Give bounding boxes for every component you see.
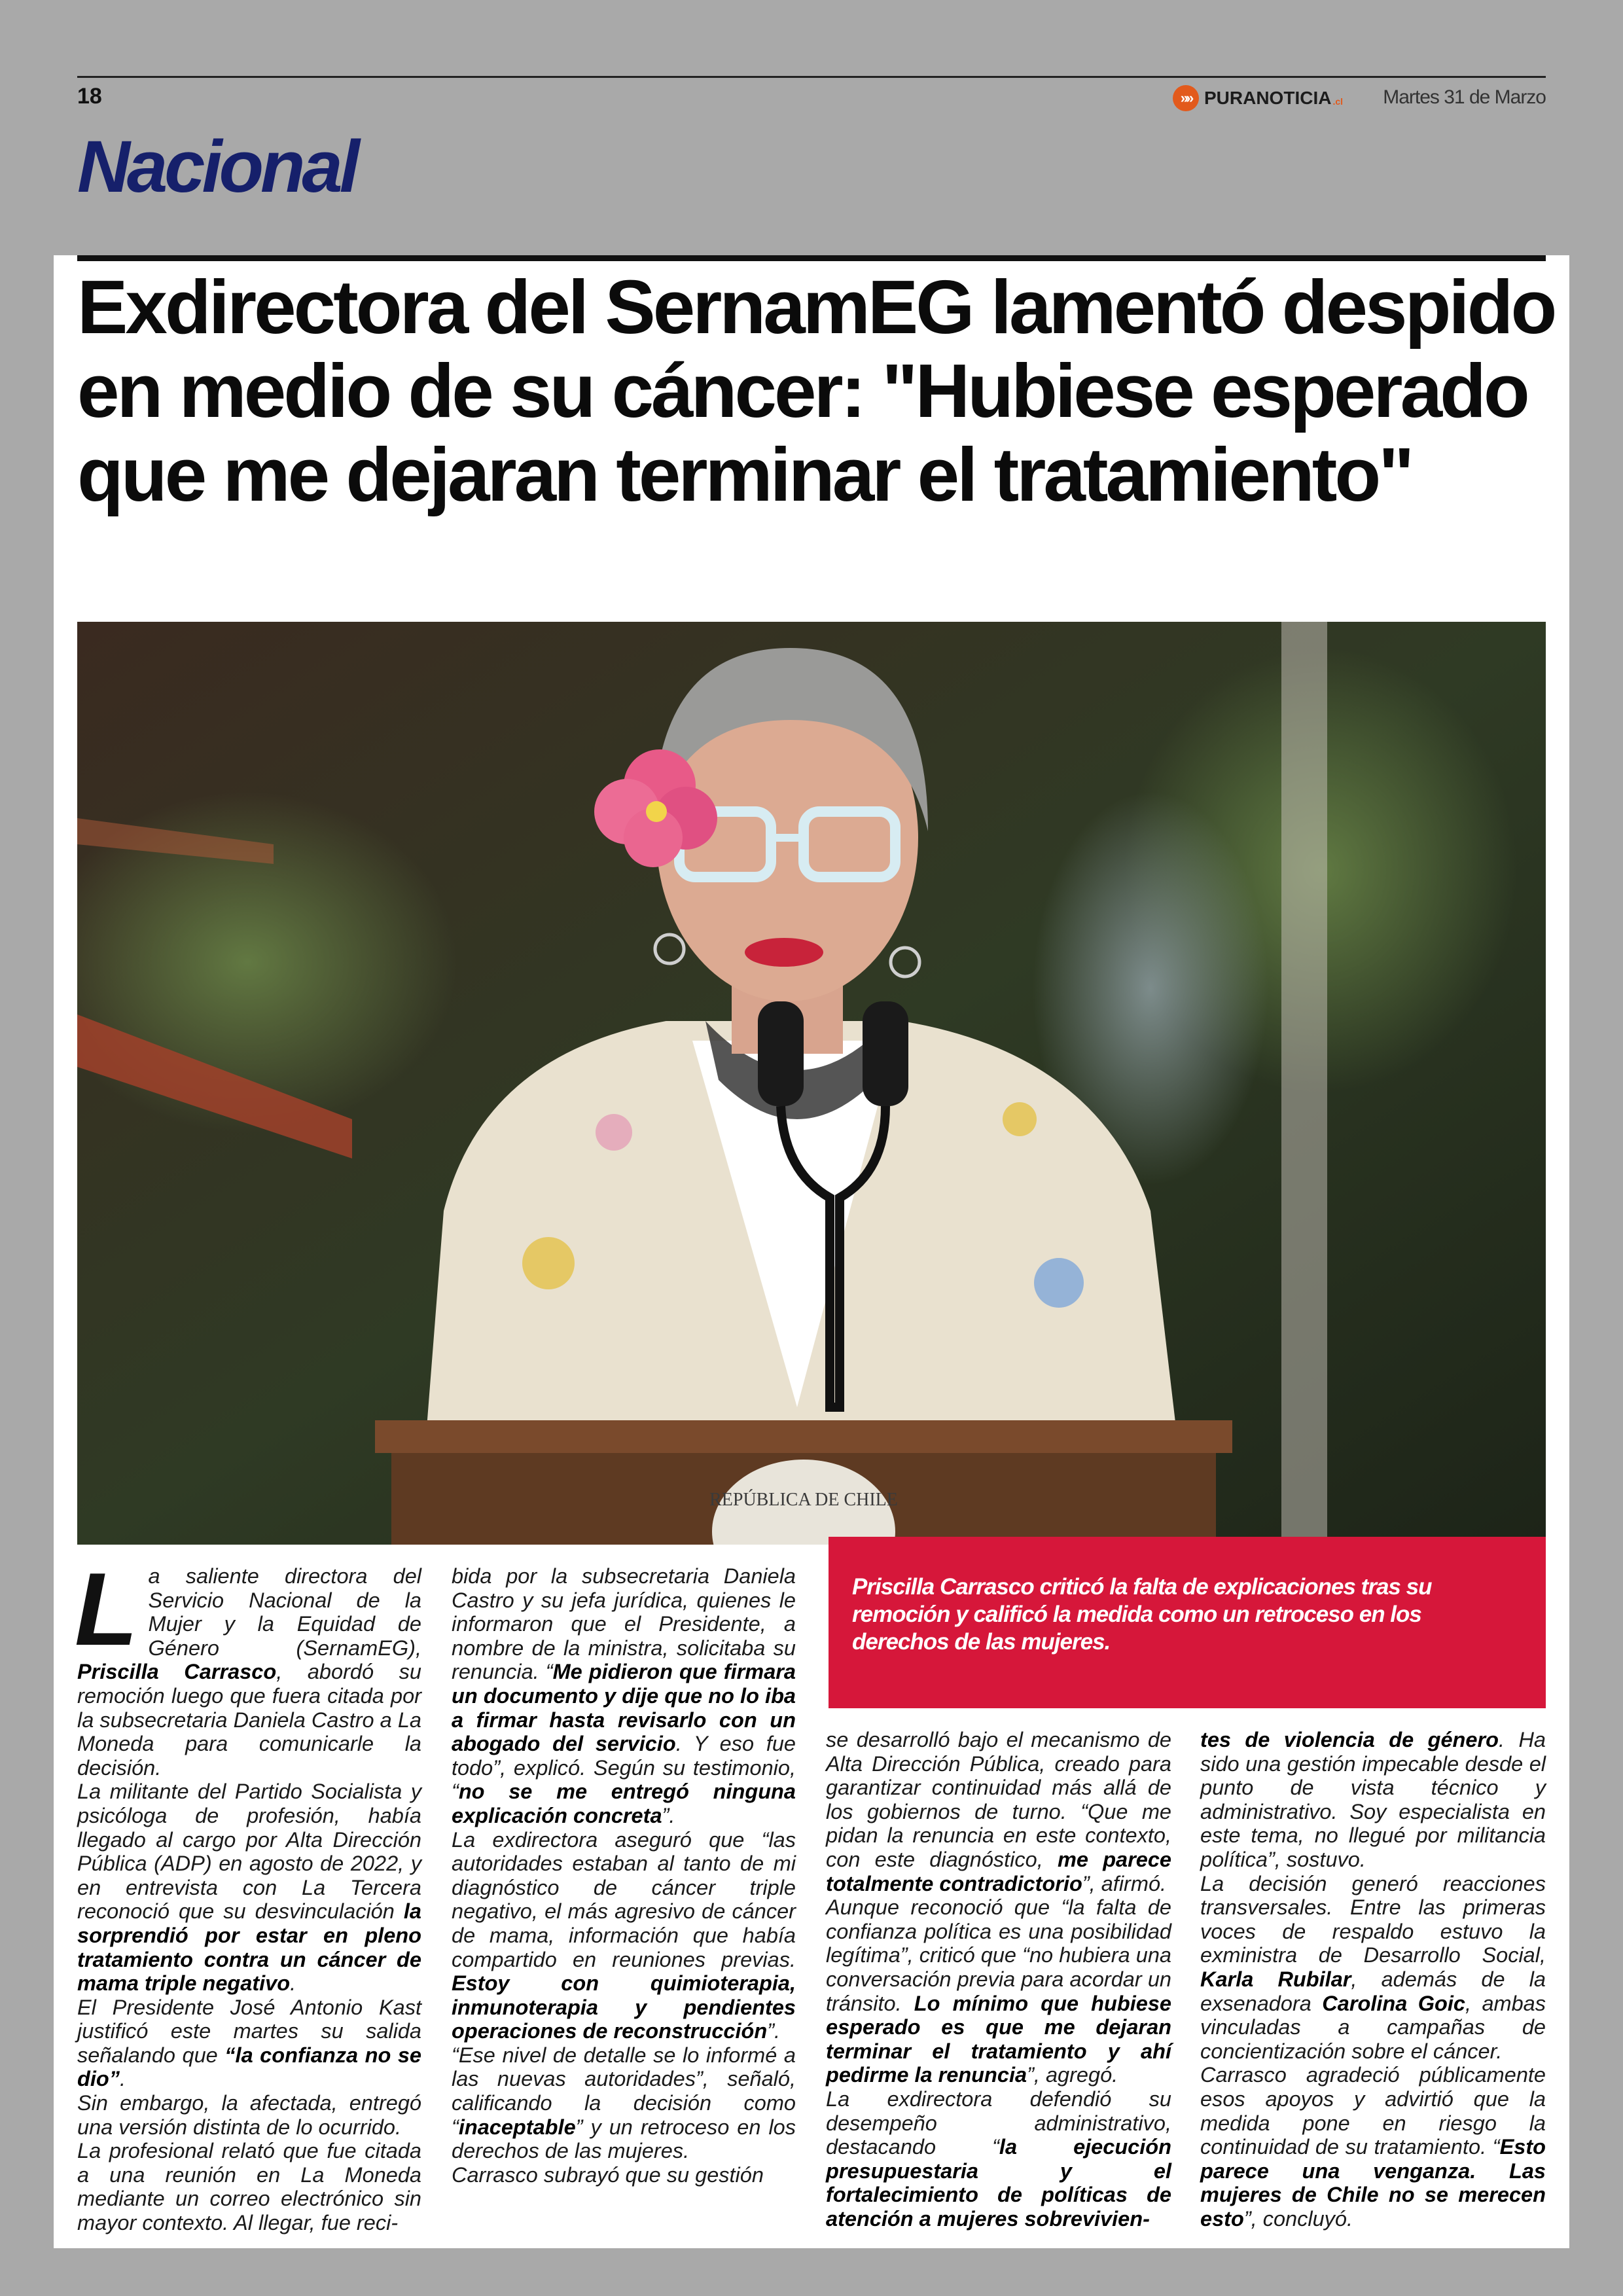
paragraph: Sin embargo, la afectada, entregó una versión distinta de lo ocurrido. xyxy=(77,2091,421,2139)
paragraph: El Presidente José Antonio Kast justificó este martes su salida señalando que “la confianza no se dio”. xyxy=(77,1995,421,2091)
paragraph: Aunque reconoció que “la falta de confianza política es una posibilidad legítima”, criticó que “no hubiera una conversación previa para acordar un tránsito. Lo mínimo que hubiese esperado es que me dejaran terminar el tratamiento y ahí pedirme la renuncia”, agregó. xyxy=(826,1895,1171,2087)
speaker-illustration xyxy=(77,622,1546,1545)
photo-caption: Priscilla Carrasco criticó la falta de explicaciones tras su remoción y calificó la medida como un retroceso en los derechos de las mujeres. xyxy=(829,1537,1546,1708)
article-column-3 xyxy=(826,1728,1171,2231)
paragraph: La exdirectora defendió su desempeño administrativo, destacando “la ejecución presupuestaria y el fortalecimiento de políticas de atención a mujeres sobrevivien- xyxy=(826,2087,1171,2231)
paragraph: Carrasco subrayó que su gestión xyxy=(452,2162,764,2187)
page-number: 18 xyxy=(77,84,102,109)
paragraph: “Ese nivel de detalle se lo informé a las nuevas autoridades”, señaló, calificando la decisión como “inaceptable” y un retroceso en los derechos de las mujeres. xyxy=(452,2043,796,2163)
brand-name: PURANOTICIA xyxy=(1204,88,1332,108)
article-column-1 xyxy=(75,1552,421,2235)
header-rule xyxy=(77,76,1546,78)
paragraph: La exdirectora aseguró que “las autoridades estaban al tanto de mi diagnóstico de cáncer triple negativo, el más agresivo de cáncer de mama, información que había compartido en reuniones previas. Estoy con quimioterapia, inmunoterapia y pendientes operaciones de reconstrucción”. xyxy=(452,1827,796,2043)
paragraph: La profesional relató que fue citada a una reunión en La Moneda mediante un correo electrónico sin mayor contexto. Al llegar, fue reci- xyxy=(77,2139,421,2235)
paragraph: bida por la subsecretaria Daniela Castro y su jefa jurídica, quienes le informaron que el Presidente, a nombre de la ministra, solicitaba su renuncia. “Me pidieron que firmara un documento y dije que no lo iba a firmar hasta revisarlo con un abogado del servicio. Y eso fue todo”, explicó. Según su testimonio, “no se me entregó ninguna explicación concreta”. xyxy=(452,1564,796,1827)
brand-arrows-icon: »» xyxy=(1173,85,1199,111)
brand-logo xyxy=(1173,85,1343,111)
article-column-4 xyxy=(1200,1728,1546,2231)
paragraph: La militante del Partido Socialista y psicóloga de profesión, había llegado al cargo por Alta Dirección Pública (ADP) en agosto de 2022, y en entrevista con La Tercera reconoció que su desvinculación la sorprendió por estar en pleno tratamiento contra un cáncer de mama triple negativo. xyxy=(77,1780,421,1996)
paragraph: La saliente directora del Servicio Nacional de la Mujer y la Equidad de Género (SernamEG), Priscilla Carrasco, abordó su remoción luego que fuera citada por la subsecretaria Daniela Castro a La Moneda para comunicarle la decisión. xyxy=(75,1552,421,1780)
drop-cap: L xyxy=(75,1552,138,1667)
section-title: Nacional xyxy=(77,126,357,207)
issue-date: Martes 31 de Marzo xyxy=(1383,86,1546,108)
article-headline: Exdirectora del SernamEG lamentó despido en medio de su cáncer: "Hubiese esperado que me dejaran terminar el tratamiento" xyxy=(77,264,1555,517)
paragraph: Carrasco agradeció públicamente esos apoyos y advirtió que la medida pone en riesgo la continuidad de su tratamiento. “Esto parece una venganza. Las mujeres de Chile no se merecen esto”, concluyó. xyxy=(1200,2063,1546,2231)
paragraph: tes de violencia de género. Ha sido una gestión impecable desde el punto de vista técnico y administrativo. Soy especialista en este tema, no llegué por militancia política”, sostuvo. xyxy=(1200,1728,1546,1871)
headline-rule xyxy=(77,255,1546,261)
brand-suffix: .cl xyxy=(1332,96,1344,107)
article-column-2 xyxy=(452,1564,796,2187)
paragraph: se desarrolló bajo el mecanismo de Alta Dirección Pública, creado para garantizar continuidad más allá de los gobiernos de turno. “Que me pidan la renuncia en este contexto, con este diagnóstico, me parece totalmente contradictorio”, afirmó. xyxy=(826,1728,1171,1895)
article-photo xyxy=(77,622,1546,1545)
podium-seal-text: REPÚBLICA DE CHILE xyxy=(709,1490,898,1510)
paragraph: La decisión generó reacciones transversales. Entre las primeras voces de respaldo estuvo la exministra de Desarrollo Social, Karla Rubilar, además de la exsenadora Carolina Goic, ambas vinculadas a campañas de concientización sobre el cáncer. xyxy=(1200,1871,1546,2063)
